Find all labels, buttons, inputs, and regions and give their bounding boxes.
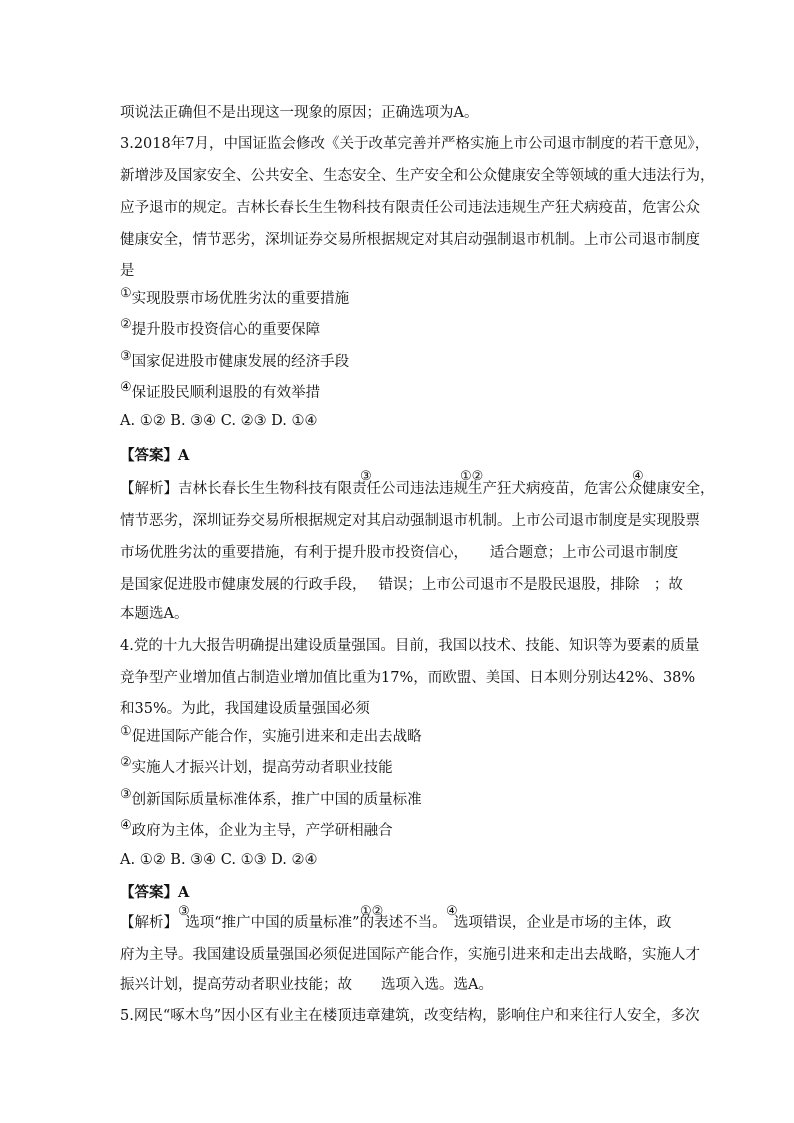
q2-tail: 项说法正确但不是出现这一现象的原因；正确选项为A。	[120, 105, 479, 121]
q3-analysis-line-4: 是国家促进股市健康发展的行政手段， 错误；上市公司退市不是股民退股，排除 ；故	[120, 577, 683, 593]
circle-mark: ③	[120, 349, 132, 364]
q4-analysis-mark-12: ①②	[360, 904, 384, 919]
option-text: 创新国际质量标准体系，推广中国的质量标准	[131, 792, 422, 808]
q4-choices: A. ①② B. ③④ C. ①③ D. ②④	[120, 852, 318, 868]
q3-stem-line-3: 应予退市的规定。吉林长春长生生物科技有限责任公司违法违规生产狂犬病疫苗，危害公众	[120, 200, 700, 216]
q5-stem-line-1: 5.网民“啄木鸟”因小区有业主在楼顶违章建筑，改变结构，影响住户和来往行人安全，多次	[120, 1008, 700, 1024]
option-text: 国家促进股市健康发展的经济手段	[131, 354, 350, 370]
option-text: 实施人才振兴计划，提高劳动者职业技能	[131, 760, 393, 776]
circle-mark: ④	[120, 818, 132, 833]
option-text: 实现股票市场优胜劣汰的重要措施	[131, 291, 350, 307]
q3-analysis-line-2: 情节恶劣，深圳证券交易所根据规定对其启动强制退市机制。上市公司退市制度是实现股票	[120, 513, 700, 529]
option-text: 促进国际产能合作，实施引进来和走出去战略	[131, 729, 422, 745]
q3-analysis-line-1: 【解析】吉林长春长生生物科技有限责任公司违法违规生产狂犬病疫苗，危害公众健康安全，	[120, 481, 715, 497]
circle-mark: ①	[120, 724, 132, 739]
q3-stem-line-5: 是	[120, 263, 135, 279]
circle-mark: ③	[120, 787, 132, 802]
circle-mark: ②	[120, 317, 132, 332]
q4-analysis-line-1: 【解析】 选项“推广中国的质量标准”的表述不当。 选项错误，企业是市场的主体，政	[120, 915, 672, 931]
q3-answer: 【答案】A	[120, 447, 190, 464]
q4-option-3	[120, 787, 422, 809]
q3-analysis-mark-4: ④	[632, 469, 644, 484]
q3-stem-line-2: 新增涉及国家安全、公共安全、生态安全、生产安全和公众健康安全等领域的重大违法行为，	[120, 168, 715, 184]
q4-stem-line-3: 和35%。为此，我国建设质量强国必须	[120, 701, 370, 717]
q3-stem-line-4: 健康安全，情节恶劣，深圳证券交易所根据规定对其启动强制退市机制。上市公司退市制度	[120, 232, 700, 248]
q3-analysis-mark-12: ①②	[460, 469, 484, 484]
q3-analysis-line-3: 市场优胜劣汰的重要措施，有利于提升股市投资信心， 适合题意；上市公司退市制度	[120, 545, 679, 561]
option-text: 提升股市投资信心的重要保障	[131, 322, 321, 338]
q3-choices: A. ①② B. ③④ C. ②③ D. ①④	[120, 413, 318, 429]
q3-analysis-mark-3: ③	[360, 469, 372, 484]
option-text: 政府为主体，企业为主导，产学研相融合	[131, 823, 393, 839]
q4-option-1	[120, 724, 422, 746]
q4-option-2	[120, 755, 393, 777]
q3-analysis-line-5: 本题选A。	[120, 606, 189, 622]
q3-stem-line-1: 3.2018年7月，中国证监会修改《关于改革完善并严格实施上市公司退市制度的若干意见》，	[120, 136, 710, 152]
circle-mark: ①	[120, 286, 132, 301]
q3-option-1	[120, 286, 350, 308]
q4-analysis-line-3: 振兴计划，提高劳动者职业技能；故 选项入选。选A。	[120, 977, 493, 993]
circle-mark: ②	[120, 755, 132, 770]
q4-stem-line-2: 竞争型产业增加值占制造业增加值比重为17%，而欧盟、美国、日本则分别达42%、38%	[120, 670, 696, 686]
q4-option-4	[120, 818, 393, 840]
q4-answer: 【答案】A	[120, 884, 190, 901]
q3-option-4	[120, 380, 321, 402]
q4-stem-line-1: 4.党的十九大报告明确提出建设质量强国。目前，我国以技术、技能、知识等为要素的质量	[120, 638, 700, 654]
q3-option-3	[120, 349, 350, 371]
q4-analysis-mark-4: ④	[446, 904, 458, 919]
q3-option-2	[120, 317, 321, 339]
q4-analysis-mark-3: ③	[178, 904, 190, 919]
q4-analysis-line-2: 府为主导。我国建设质量强国必须促进国际产能合作，实施引进来和走出去战略，实施人才	[120, 947, 700, 963]
circle-mark: ④	[120, 380, 132, 395]
option-text: 保证股民顺利退股的有效举措	[131, 385, 321, 401]
